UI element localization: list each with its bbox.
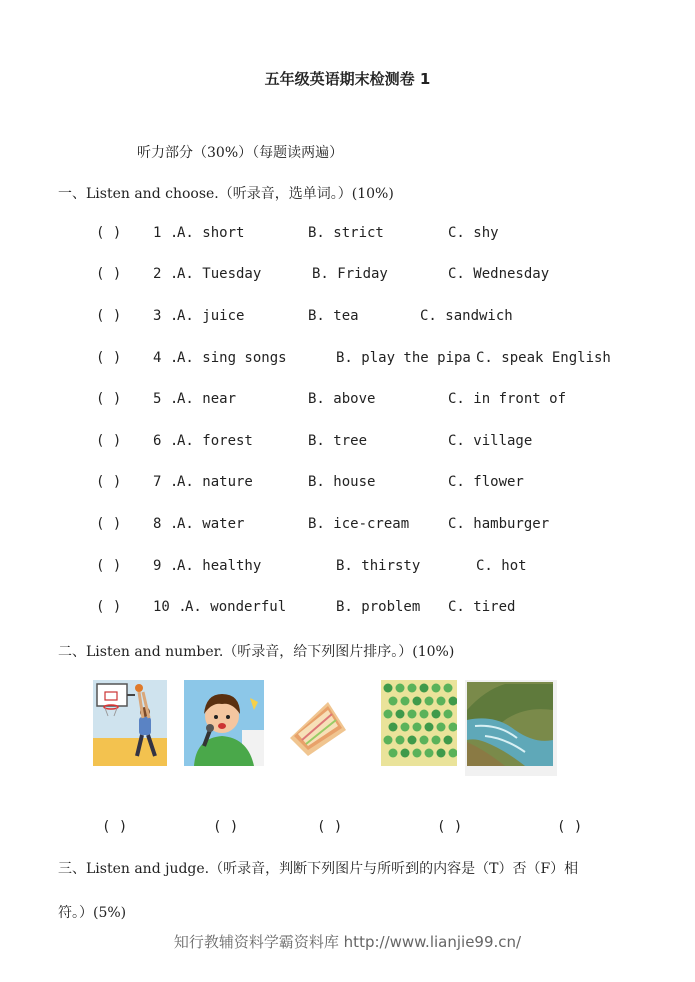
sandwich-picture bbox=[284, 680, 354, 766]
option-c[interactable]: C. sandwich bbox=[420, 308, 513, 324]
basketball-picture bbox=[93, 680, 167, 766]
tree-icon bbox=[420, 736, 429, 745]
tree-icon bbox=[396, 684, 405, 693]
option-a[interactable]: A. healthy bbox=[177, 558, 262, 574]
answer-paren[interactable]: ( ) bbox=[96, 225, 122, 241]
option-c[interactable]: C. speak English bbox=[476, 350, 611, 366]
tree-icon bbox=[396, 710, 405, 719]
tree-icon bbox=[401, 697, 410, 706]
tree-icon bbox=[384, 710, 393, 719]
tree-icon bbox=[437, 723, 446, 732]
option-a[interactable]: A. juice bbox=[177, 308, 245, 324]
option-c[interactable]: C. flower bbox=[448, 474, 524, 490]
option-b[interactable]: B. play the pipa bbox=[336, 350, 471, 366]
option-b[interactable]: B. thirsty bbox=[336, 558, 421, 574]
tree-icon bbox=[408, 736, 417, 745]
tree-icon bbox=[389, 749, 398, 758]
option-a[interactable]: A. forest bbox=[177, 433, 253, 449]
tree-icon bbox=[444, 684, 453, 693]
option-c[interactable]: C. tired bbox=[448, 599, 516, 615]
tree-icon bbox=[444, 736, 453, 745]
tree-icon bbox=[425, 697, 434, 706]
option-c[interactable]: C. Wednesday bbox=[448, 266, 550, 282]
tree-icon bbox=[408, 710, 417, 719]
tree-icon bbox=[384, 684, 393, 693]
tree-icon bbox=[425, 749, 434, 758]
option-a[interactable]: A. near bbox=[177, 391, 237, 407]
tree-icon bbox=[413, 723, 422, 732]
option-a[interactable]: A. nature bbox=[177, 474, 253, 490]
picture-answer-paren[interactable]: ( ) bbox=[317, 819, 343, 835]
question-number: 2 . bbox=[153, 266, 179, 282]
tree-icon bbox=[413, 697, 422, 706]
question-number: 9 . bbox=[153, 558, 179, 574]
answer-paren[interactable]: ( ) bbox=[96, 599, 122, 615]
section1-heading: 一、Listen and choose.（听录音，选单词。）(10%) bbox=[58, 186, 394, 202]
option-b[interactable]: B. above bbox=[308, 391, 376, 407]
picture-answer-paren[interactable]: ( ) bbox=[437, 819, 463, 835]
question-number: 1 . bbox=[153, 225, 179, 241]
answer-paren[interactable]: ( ) bbox=[96, 391, 122, 407]
option-c[interactable]: C. in front of bbox=[448, 391, 567, 407]
tree-icon bbox=[425, 723, 434, 732]
option-b[interactable]: B. house bbox=[308, 474, 376, 490]
section3-heading-line1: 三、Listen and judge.（听录音，判断下列图片与所听到的内容是（T）否（F）相 bbox=[58, 861, 579, 877]
option-b[interactable]: B. tea bbox=[308, 308, 359, 324]
question-number: 5 . bbox=[153, 391, 179, 407]
answer-paren[interactable]: ( ) bbox=[96, 558, 122, 574]
tree-icon bbox=[432, 684, 441, 693]
option-c[interactable]: C. village bbox=[448, 433, 533, 449]
question-number: 4 . bbox=[153, 350, 179, 366]
answer-paren[interactable]: ( ) bbox=[96, 308, 122, 324]
answer-paren[interactable]: ( ) bbox=[96, 350, 122, 366]
tree-icon bbox=[401, 749, 410, 758]
option-a[interactable]: A. short bbox=[177, 225, 245, 241]
picture-answer-paren[interactable]: ( ) bbox=[102, 819, 128, 835]
option-a[interactable]: A. wonderful bbox=[185, 599, 287, 615]
page-title: 五年级英语期末检测卷 1 bbox=[264, 70, 431, 88]
section3-heading-line2: 符。）(5%) bbox=[58, 905, 127, 921]
picture-answer-paren[interactable]: ( ) bbox=[213, 819, 239, 835]
tree-icon bbox=[432, 736, 441, 745]
tree-icon bbox=[396, 736, 405, 745]
option-a[interactable]: A. water bbox=[177, 516, 245, 532]
option-a[interactable]: A. sing songs bbox=[177, 350, 287, 366]
option-b[interactable]: B. strict bbox=[308, 225, 384, 241]
question-number: 6 . bbox=[153, 433, 179, 449]
tree-icon bbox=[437, 749, 446, 758]
question-number: 8 . bbox=[153, 516, 179, 532]
tree-icon bbox=[401, 723, 410, 732]
tree-icon bbox=[432, 710, 441, 719]
question-number: 10 . bbox=[153, 599, 187, 615]
footer-watermark: 知行教辅资料学霸资料库 http://www.lianjie99.cn/ bbox=[173, 933, 522, 951]
option-b[interactable]: B. tree bbox=[308, 433, 368, 449]
tree-icon bbox=[444, 710, 453, 719]
tree-icon bbox=[408, 684, 417, 693]
answer-paren[interactable]: ( ) bbox=[96, 516, 122, 532]
option-a[interactable]: A. Tuesday bbox=[177, 266, 262, 282]
tree-icon bbox=[389, 723, 398, 732]
tree-icon bbox=[420, 684, 429, 693]
question-number: 7 . bbox=[153, 474, 179, 490]
option-b[interactable]: B. Friday bbox=[312, 266, 388, 282]
tree-icon bbox=[437, 697, 446, 706]
option-c[interactable]: C. hot bbox=[476, 558, 527, 574]
question-number: 3 . bbox=[153, 308, 179, 324]
option-b[interactable]: B. ice-cream bbox=[308, 516, 410, 532]
tree-icon bbox=[384, 736, 393, 745]
answer-paren[interactable]: ( ) bbox=[96, 474, 122, 490]
listening-header: 听力部分（30%）（每题读两遍） bbox=[137, 145, 344, 161]
singer-picture bbox=[184, 680, 264, 766]
option-c[interactable]: C. hamburger bbox=[448, 516, 550, 532]
option-c[interactable]: C. shy bbox=[448, 225, 499, 241]
picture-answer-paren[interactable]: ( ) bbox=[557, 819, 583, 835]
answer-paren[interactable]: ( ) bbox=[96, 266, 122, 282]
tree-icon bbox=[420, 710, 429, 719]
option-b[interactable]: B. problem bbox=[336, 599, 421, 615]
answer-paren[interactable]: ( ) bbox=[96, 433, 122, 449]
section2-heading: 二、Listen and number.（听录音，给下列图片排序。）(10%) bbox=[58, 644, 455, 660]
tree-icon bbox=[389, 697, 398, 706]
tree-icon bbox=[413, 749, 422, 758]
river-picture bbox=[465, 680, 557, 776]
forest-picture bbox=[381, 680, 457, 766]
